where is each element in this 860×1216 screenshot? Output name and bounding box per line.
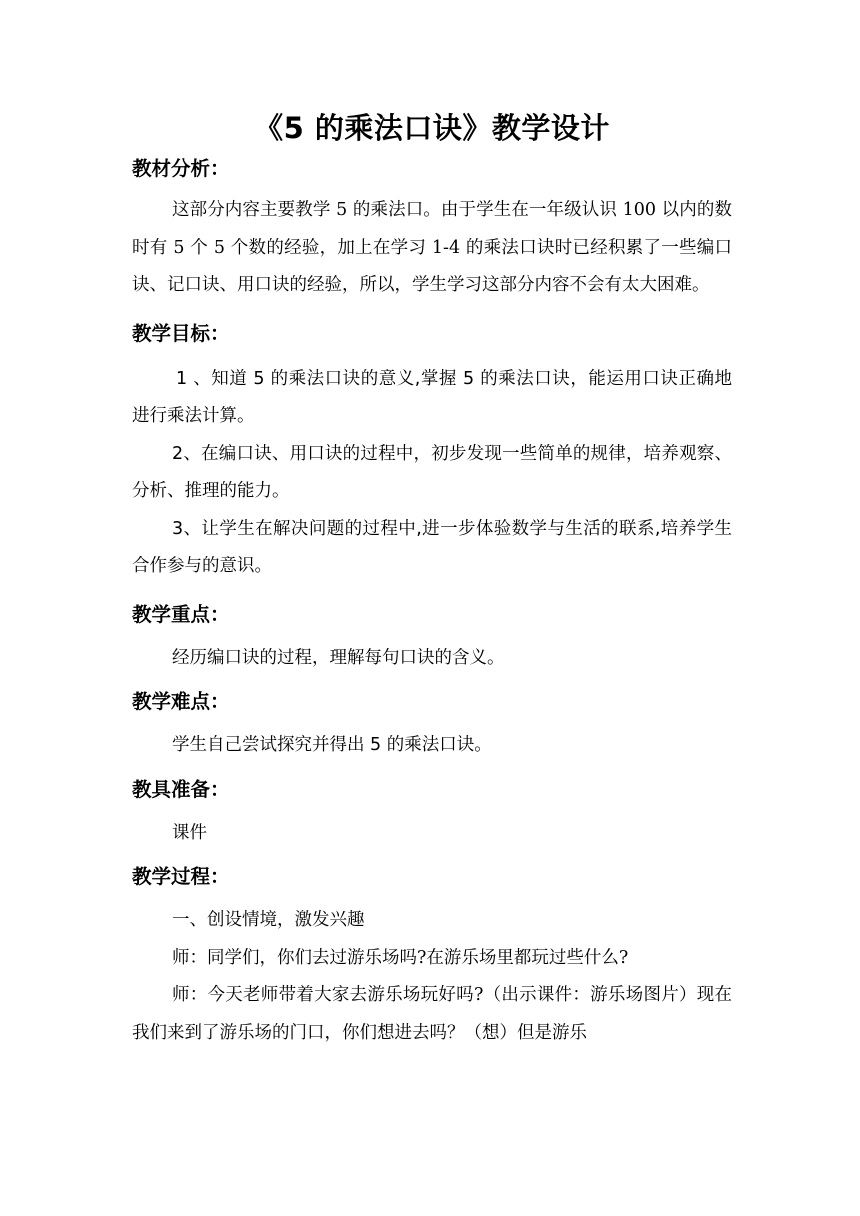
paragraph-process-2: 师：同学们，你们去过游乐场吗?在游乐场里都玩过些什么?: [172, 947, 629, 968]
paragraph-material-analysis: 这部分内容主要教学 5 的乘法口。由于学生在一年级认识 100 以内的数时有 5 个 5 个数的经验，加上在学习 1-4 的乘法口诀时已经积累了一些编口诀、记口诀、用口诀的经验，所以，学生学习这部分内容不会有太大困难。: [132, 200, 732, 295]
paragraph-preparation: 课件: [172, 822, 207, 843]
paragraph-goal-3: 3、让学生在解决问题的过程中,进一步体验数学与生活的联系,培养学生合作参与的意识。: [132, 518, 732, 576]
heading-key-points: 教学重点：: [132, 602, 230, 626]
heading-preparation: 教具准备：: [132, 777, 230, 801]
heading-difficulties: 教学难点：: [132, 690, 230, 713]
paragraph-key-points: 经历编口诀的过程，理解每句口诀的含义。: [172, 647, 505, 668]
heading-teaching-goals: 教学目标：: [132, 321, 230, 345]
heading-material-analysis: 教材分析：: [132, 157, 230, 180]
document-title: 《5 的乘法口诀》教学设计: [254, 111, 610, 145]
paragraph-goal-2: 2、在编口诀、用口诀的过程中，初步发现一些简单的规律，培养观察、分析、推理的能力。: [132, 443, 732, 501]
heading-teaching-process: 教学过程：: [132, 865, 230, 888]
paragraph-process-1: 一、创设情境，激发兴趣: [172, 910, 365, 930]
paragraph-difficulties: 学生自己尝试探究并得出 5 的乘法口诀。: [172, 735, 492, 755]
paragraph-goal-1: 1 、知道 5 的乘法口诀的意义,掌握 5 的乘法口诀，能运用口诀正确地进行乘法计算。: [132, 368, 732, 426]
paragraph-process-3: 师：今天老师带着大家去游乐场玩好吗?（出示课件：游乐场图片）现在我们来到了游乐场的门口，你们想进去吗？（想）但是游乐: [132, 985, 732, 1043]
